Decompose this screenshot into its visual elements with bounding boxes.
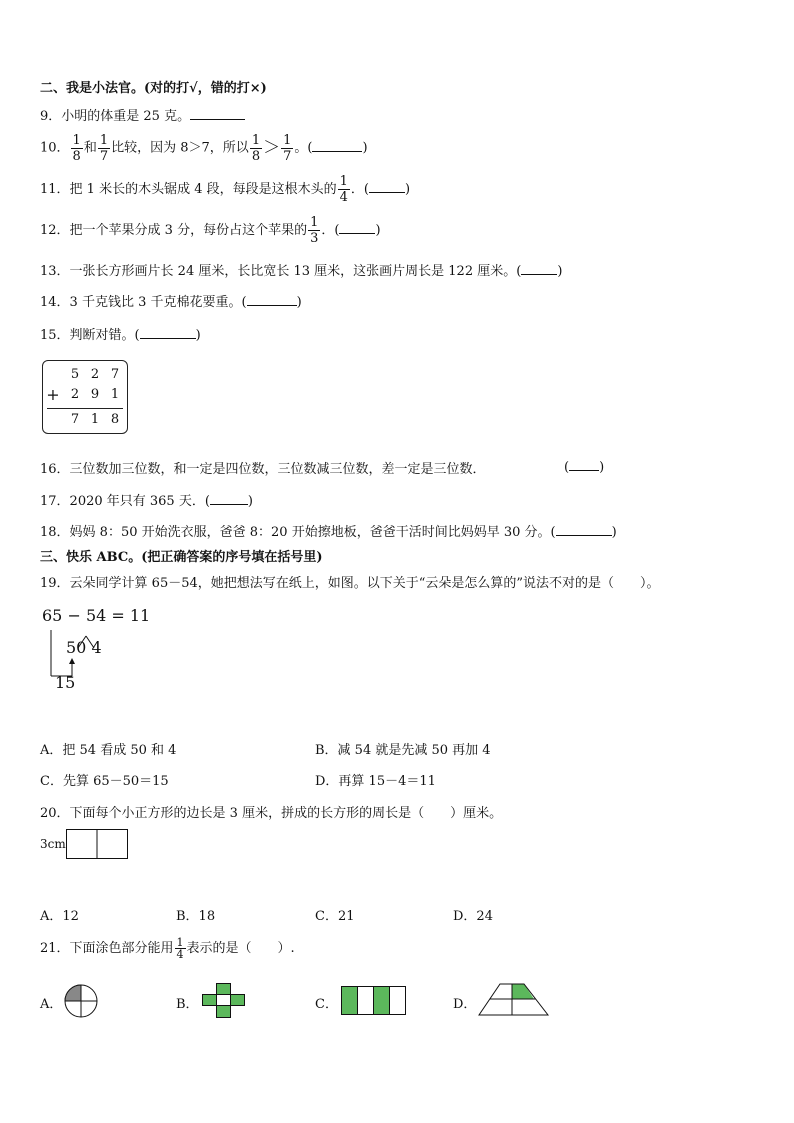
fraction-1-3: $\frac{1}{3}$ [310, 215, 319, 246]
question-19: 19．云朵同学计算 65－54，她把想法写在纸上，如图。以下关于“云朵是怎么算的”说法不对的是（ ）。 [40, 576, 660, 591]
answer-blank[interactable] [369, 180, 405, 193]
addition-problem-box: 5 2 7 + 2 9 1 7 1 8 [42, 360, 128, 434]
q20-option-A[interactable]: A．12 [40, 909, 79, 924]
q19-option-B[interactable]: B．减 54 就是先减 50 再加 4 [315, 743, 491, 758]
question-10: 10． $\frac{1}{8}$ 和 $\frac{1}{7}$ 比较，因为 8＞7，所以 $\frac{1}{8}$ ＞ $\frac{1}{7}$ 。( ) [40, 132, 368, 164]
question-14: 14．3 千克钱比 3 千克棉花要重。( ) [40, 295, 302, 310]
q21-trapezoid-figure [478, 983, 550, 1017]
q20-option-C[interactable]: C．21 [315, 909, 355, 924]
q21-option-C[interactable]: C． [315, 997, 338, 1012]
section3-title: 三、快乐 ABC。(把正确答案的序号填在括号里) [40, 550, 323, 565]
answer-blank[interactable] [521, 262, 557, 275]
question-15: 15．判断对错。( ) [40, 328, 201, 343]
answer-blank[interactable] [569, 458, 599, 471]
fraction-1-4: $\frac{1}{4}$ [176, 936, 184, 961]
q21-option-D[interactable]: D． [453, 997, 477, 1012]
q21-bar-figure [341, 986, 409, 1016]
q19-option-A[interactable]: A．把 54 看成 50 和 4 [40, 743, 177, 758]
section2-title: 二、我是小法官。(对的打√，错的打×) [40, 81, 267, 96]
question-16: 16．三位数加三位数，和一定是四位数，三位数减三位数，差一定是三位数． [40, 462, 486, 477]
answer-blank[interactable] [210, 492, 248, 505]
q21-option-A[interactable]: A． [40, 997, 63, 1012]
q20-option-D[interactable]: D．24 [453, 909, 493, 924]
plus-sign: + [46, 385, 60, 404]
answer-blank[interactable] [190, 107, 245, 120]
question-18: 18．妈妈 8：50 开始洗衣服，爸爸 8：20 开始擦地板，爸爸干活时间比妈妈早 30 分。( ) [40, 525, 617, 540]
fraction-1-7: $\frac{1}{7}$ [99, 132, 109, 164]
q20-rectangle [66, 829, 130, 859]
answer-blank[interactable] [140, 326, 196, 339]
q19-arrows [42, 600, 132, 692]
fraction-1-4: $\frac{1}{4}$ [339, 174, 348, 205]
q19-option-D[interactable]: D．再算 15－4＝11 [315, 774, 436, 789]
question-21: 21．下面涂色部分能用 $\frac{1}{4}$ 表示的是（ ）. [40, 936, 295, 961]
q20-label: 3cm [40, 837, 66, 851]
q21-circle-figure [64, 984, 98, 1018]
question-17: 17．2020 年只有 365 天．( ) [40, 494, 253, 509]
q19-result: 15 [55, 673, 76, 692]
question-11: 11．把 1 米长的木头锯成 4 段，每段是这根木头的 $\frac{1}{4}$ ．( ) [40, 174, 411, 205]
question-9: 9．小明的体重是 25 克。 [40, 105, 245, 124]
sum-line [47, 408, 123, 409]
question-20: 20．下面每个小正方形的边长是 3 厘米，拼成的长方形的周长是（ ）厘米。 [40, 806, 503, 821]
q19-option-C[interactable]: C．先算 65－50＝15 [40, 774, 169, 789]
q21-option-B[interactable]: B． [176, 997, 199, 1012]
answer-blank[interactable] [312, 139, 362, 152]
question-16-answer: ( ) [564, 460, 605, 475]
question-13: 13．一张长方形画片长 24 厘米，长比宽长 13 厘米，这张画片周长是 122 厘米。( ) [40, 264, 563, 279]
q19-figure [42, 600, 151, 692]
answer-blank[interactable] [556, 523, 612, 536]
fraction-1-8: $\frac{1}{8}$ [72, 132, 81, 164]
q19-split: 50 4 [66, 638, 102, 657]
answer-blank[interactable] [247, 293, 297, 306]
q20-option-B[interactable]: B．18 [176, 909, 216, 924]
question-12: 12．把一个苹果分成 3 分，每份占这个苹果的 $\frac{1}{3}$ ．( ) [40, 215, 381, 246]
q21-cross-figure [202, 983, 246, 1019]
q19-equation: 65 − 54 = 11 [42, 606, 151, 625]
answer-blank[interactable] [339, 221, 375, 234]
